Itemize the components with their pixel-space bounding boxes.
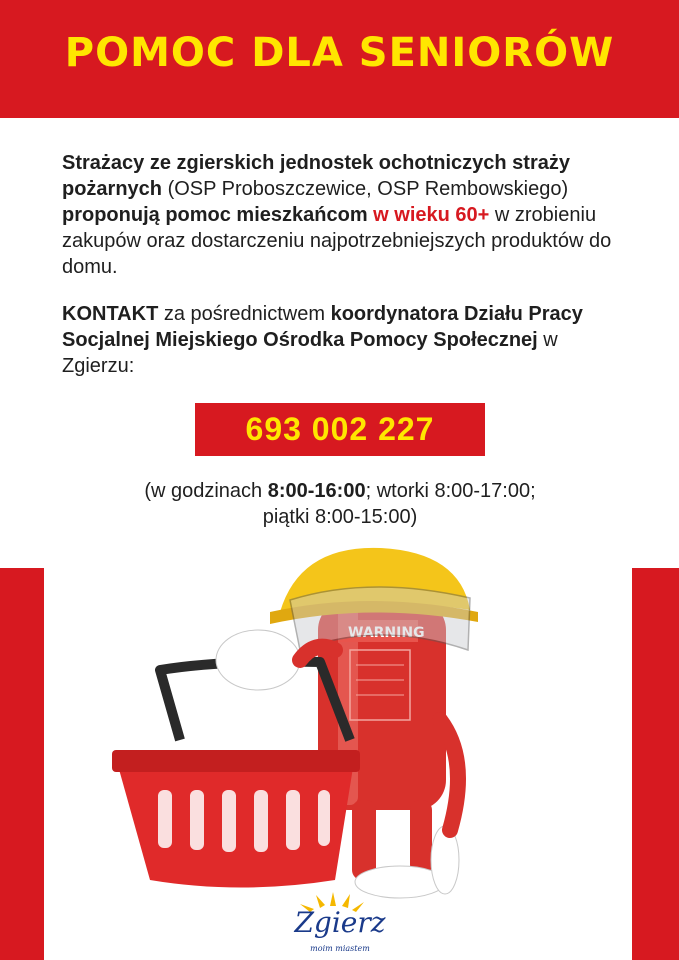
contact-text-2: w Zgierzu: [62,329,558,377]
phone-number-box [195,403,485,456]
warning-label: WARNING [348,625,425,641]
hours-main: 8:00-16:00 [267,480,366,502]
hours-text-2: ; wtorki 8:00-17:00; [365,480,536,502]
phone-number: 693 002 227 [245,411,435,447]
header-banner [0,0,679,118]
intro-text-2: w zrobieniu zakupów oraz dostarczeniu najpotrzebniejszych produktów do domu. [62,204,612,278]
contact-paragraph [62,301,622,379]
intro-text-1: (OSP Proboszczewice, OSP Rembowskiego) [162,178,569,200]
intro-age-highlight: w wieku 60+ [367,204,490,226]
intro-paragraph [62,150,622,280]
hours-text-1: (w godzinach [144,480,268,502]
office-hours [80,478,600,530]
contact-coordinator: koordynatora Działu Pracy Socjalnej Miejskiego Ośrodka Pomocy Społecznej [62,303,583,351]
logo-tagline: moim miastem [310,944,370,953]
left-glove [216,630,300,690]
logo-name: Zgierz [294,906,386,939]
page-title: POMOC DLA SENIORÓW [64,30,615,76]
contact-label: KONTAKT [62,303,159,325]
intro-bold-2: proponują pomoc mieszkańcom [62,204,368,226]
hours-text-3: piątki 8:00-15:00) [262,506,418,528]
zgierz-logo [270,888,410,960]
intro-bold-1: Strażacy ze zgierskich jednostek ochotniczych straży pożarnych [62,152,570,200]
contact-text-1: za pośrednictwem [158,303,331,325]
